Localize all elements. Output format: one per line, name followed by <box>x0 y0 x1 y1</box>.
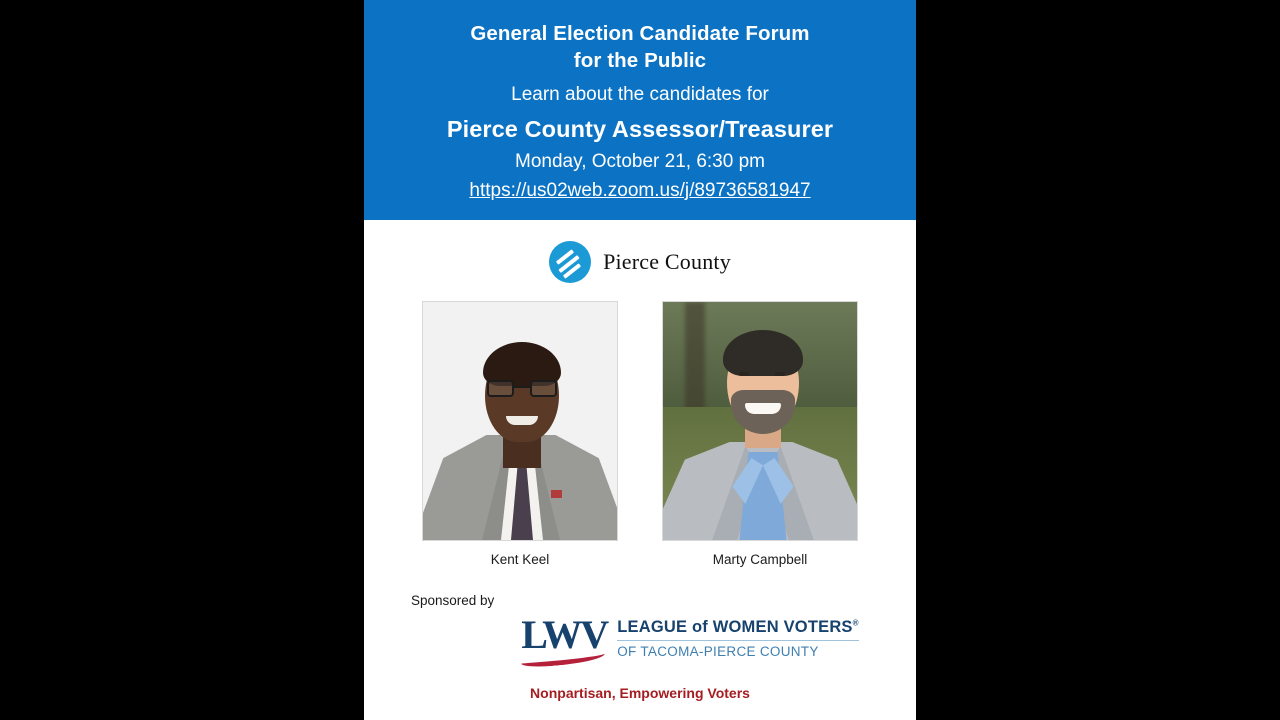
poster-header <box>364 0 916 220</box>
lwv-logo <box>421 614 859 666</box>
forum-datetime: Monday, October 21, 6:30 pm <box>515 150 765 172</box>
candidate-list <box>422 301 858 567</box>
candidate-name: Marty Campbell <box>712 552 808 567</box>
pierce-county-logo <box>549 240 731 284</box>
lwv-chapter-name: OF TACOMA-PIERCE COUNTY <box>617 640 859 659</box>
candidate-card <box>662 301 858 567</box>
forum-title-line2: for the Public <box>573 49 707 73</box>
sponsored-by-label: Sponsored by <box>411 593 495 608</box>
lwv-wordmark <box>617 614 859 659</box>
candidate-card <box>422 301 618 567</box>
office-title: Pierce County Assessor/Treasurer <box>446 116 834 143</box>
lwv-org-name <box>617 618 859 637</box>
pierce-county-label: Pierce County <box>603 249 731 274</box>
candidate-photo-marty-campbell <box>662 301 858 541</box>
lwv-org-name-text: LEAGUE of WOMEN VOTERS <box>617 618 853 636</box>
forum-poster <box>364 0 916 720</box>
forum-subtitle: Learn about the candidates for <box>511 83 769 105</box>
registered-mark: ® <box>852 618 859 628</box>
lwv-tagline: Nonpartisan, Empowering Voters <box>530 685 750 701</box>
forum-title-line1: General Election Candidate Forum <box>470 22 810 45</box>
candidate-photo-kent-keel <box>422 301 618 541</box>
pierce-county-mark-icon <box>549 241 591 283</box>
zoom-link[interactable]: https://us02web.zoom.us/j/89736581947 <box>469 180 811 201</box>
lwv-monogram-icon <box>521 612 608 666</box>
lwv-letters: LWV <box>521 612 608 657</box>
candidate-name: Kent Keel <box>490 552 550 567</box>
